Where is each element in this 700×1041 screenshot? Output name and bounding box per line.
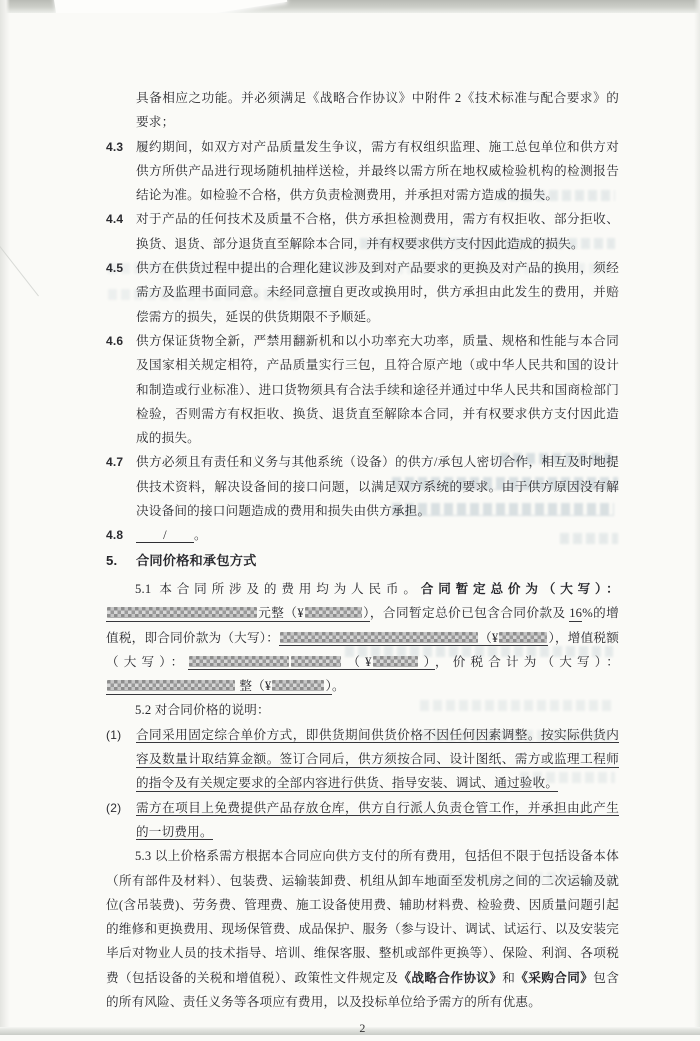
item-text: 需方在项目上免费提供产品存放仓库，供方自行派人负责仓管工作，并承担由此产生的一切费用。: [136, 800, 619, 839]
p53-text: 和: [502, 970, 516, 985]
clause-4-6: [106, 329, 619, 450]
price-note-item-1: [106, 723, 619, 796]
clause-text: 履约期间，如双方对产品质量发生争议，需方有权组织监理、施工总包单位和供方对供方所供产品进行现场随机抽样送检，并最终以需方所在地权威检验机构的检测报告结论为准。如检验不合格，供方负责检测费用，并承担对需方造成的损失。: [136, 139, 619, 203]
scan-edge-top: [0, 0, 700, 13]
p51-lead: 5.1 本合同所涉及的费用均为人民币。: [135, 581, 421, 596]
item-number: (1): [106, 727, 122, 742]
p51-open2: （¥: [479, 630, 499, 645]
p53-text: 5.3 以上价格系需方根据本合同应向供方支付的所有费用，包括但不限于包括设备本体（所有部件及材料）、包装费、运输装卸费、机组从卸车地面至发机房之间的二次运输及就位(含吊装费)、劳务费、管理费、施工设备使用费、辅助材料费、检验费、因质量问题引起的维修和更换费用、现场保管费、成品保护、服务（参与设计、调试、试运行、以及安装完毕后对物业人员的技术指导、培训、维保客服、整机或部件更换等）、保险、利润、各项税费（包括设备的关税和增值税）、政策性文件规定及: [106, 849, 619, 985]
p51-close2: ），增值税额（大写）：: [106, 630, 620, 669]
p51-mid1: ，合同暂定总价已包含合同价款及: [369, 606, 570, 621]
redacted-amount-words: [107, 607, 257, 618]
clause-number: 4.4: [106, 212, 124, 227]
page-number: 2: [359, 1021, 366, 1036]
clause-number: 4.8: [106, 528, 124, 543]
scan-edge-right: [694, 0, 700, 1035]
redacted-amount-figures: [373, 656, 418, 667]
clause-text: 供方必须且有责任和义务与其他系统（设备）的供方/承包人密切合作，相互及时地提供技术资料，解决设备间的接口问题，以满足双方系统的要求。由于供方原因没有解决设备间的接口问题造成的费用和损失由供方承担。: [136, 455, 619, 519]
section-number: 5.: [106, 552, 118, 568]
blank-fill-line: /: [136, 528, 194, 543]
vat-rate: 16: [569, 606, 583, 621]
p51-mid3: ，价税合计为（大写）：: [435, 654, 620, 669]
p51-total-price-label: 合同暂定总价为（大写）：: [420, 581, 619, 596]
clause-number: 4.3: [106, 139, 124, 154]
paragraph-5-1: [106, 577, 619, 698]
paragraph-5-3: [106, 844, 619, 1014]
p51-close3: ）: [418, 654, 436, 669]
clause-number: 4.5: [106, 261, 124, 276]
p51-yuan-prefix: 元整（¥: [258, 606, 304, 621]
p51-period: 。: [331, 679, 345, 694]
scan-edge-left: [0, 0, 10, 1035]
p51-close4: ）: [325, 679, 332, 694]
redacted-amount-words: [107, 680, 235, 691]
contract-page-body: [106, 86, 619, 1041]
clause-number: 4.7: [106, 455, 124, 470]
clause-4-8: [106, 523, 619, 547]
clause-text: 供方在供货过程中提出的合理化建议涉及到对产品要求的更换及对产品的换用，须经需方及监理书面同意。未经同意擅自更改或换用时，供方承担由此发生的费用，并赔偿需方的损失，延误的供货期限不予顺延。: [136, 261, 619, 324]
p51-mid2: %的增值税，即合同价款为（大写）：: [106, 606, 619, 645]
purchase-contract-ref: 《采购合同》: [515, 970, 594, 985]
redacted-amount-figures: [272, 680, 324, 691]
redacted-amount-words: [291, 656, 341, 667]
redacted-amount-words: [280, 632, 478, 643]
period: 。: [194, 528, 207, 543]
strategic-agreement-ref: 《战略合作协议》: [398, 970, 503, 985]
item-text: 合同采用固定综合单价方式，即供货期间供货价格不因任何因素调整。按实际供货内容及数量计取结算金额。签订合同后，供方须按合同、设计图纸、需方或监理工程师的指令及有关规定要求的全部内容进行供货、指导安装、调试、通过验收。: [136, 727, 619, 791]
p51-zheng: 整（¥: [236, 679, 272, 694]
p51-open3: （¥: [342, 654, 372, 669]
clause-4-5: [106, 256, 619, 329]
redacted-amount-figures: [305, 607, 362, 618]
clause-4-4: [106, 207, 619, 256]
p53-text: 包含的所有风险、责任义务等各项应有费用，以及投标单位给予需方的所有优惠。: [106, 970, 619, 1009]
clause-text: 对于产品的任何技术及质量不合格，供方承担检测费用，需方有权拒收、部分拒收、换货、退货、部分退货直至解除本合同，并有权要求供方支付因此造成的损失。: [136, 212, 619, 251]
clause-text: [136, 523, 619, 547]
price-note-item-2: [106, 796, 619, 845]
clause-number: 4.6: [106, 333, 124, 348]
clause-text: 供方保证货物全新，严禁用翻新机和以小功率充大功率，质量、规格和性能与本合同及国家相关规定相符，产品质量实行三包，且符合原产地（或中华人民共和国的设计和制造或行业标准）、进口货物须具有合法手续和途径并通过中华人民共和国商检部门检验，否则需方有权拒收、换货、退货直至解除本合同，并有权要求供方支付因此造成的损失。: [136, 333, 619, 446]
section-title: 合同价格和承包方式: [136, 552, 257, 568]
fold-highlight: [53, 0, 287, 13]
section-5-heading: [106, 549, 619, 573]
redacted-amount-figures: [499, 632, 547, 643]
redacted-amount-words: [189, 656, 289, 667]
paragraph-5-2-label: 5.2 对合同价格的说明：: [135, 703, 270, 718]
item-number: (2): [106, 800, 122, 815]
intro-line: 具备相应之功能。并必须满足《战略合作协议》中附件 2《技术标准与配合要求》的要求；: [136, 91, 619, 130]
p51-close1: ）: [362, 606, 370, 621]
clause-4-7: [106, 450, 619, 523]
clause-4-3: [106, 135, 619, 208]
